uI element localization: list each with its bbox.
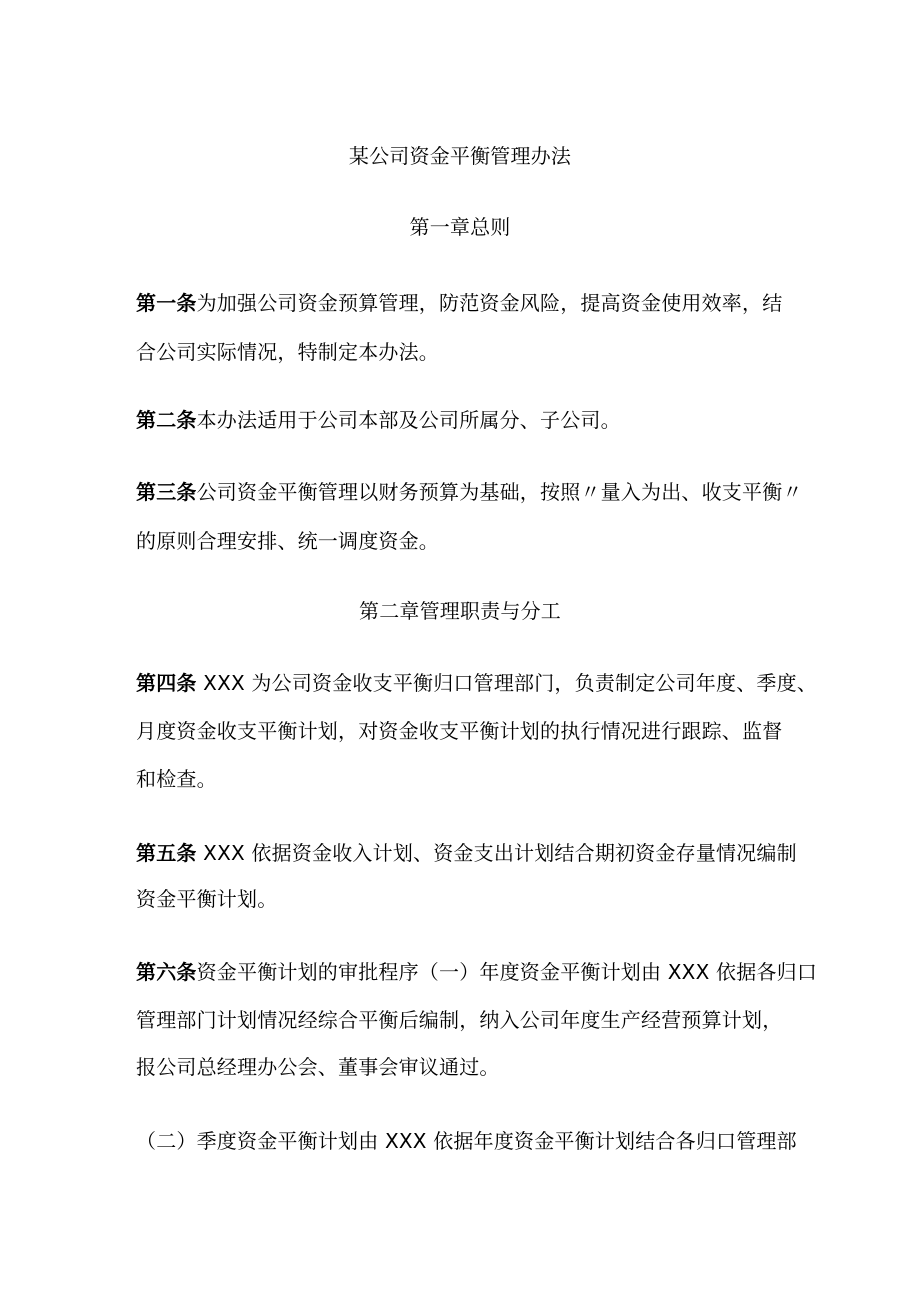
article-1-label: 第一条 — [136, 291, 197, 315]
article-2-line-1 — [136, 406, 621, 434]
article-4-text-1: XXX 为公司资金收支平衡归口管理部门，负责制定公司年度、季度、 — [196, 671, 818, 695]
article-4-label: 第四条 — [136, 671, 197, 695]
article-5-line-1 — [136, 839, 797, 867]
chapter-heading-2: 第二章管理职责与分工 — [359, 599, 561, 623]
article-3-text-1: 公司资金平衡管理以财务预算为基础，按照〃量入为出、收支平衡〃 — [196, 480, 803, 504]
article-4-line-3: 和检查。 — [136, 767, 217, 791]
article-5-label: 第五条 — [136, 841, 197, 865]
article-6-line-3: 报公司总经理办公会、董事会审议通过。 — [136, 1055, 500, 1079]
article-4-line-1 — [136, 669, 817, 697]
article-1-line-1 — [136, 289, 782, 317]
article-6-line-2: 管理部门计划情况经综合平衡后编制，纳入公司年度生产经营预算计划， — [136, 1008, 783, 1032]
article-5-line-2: 资金平衡计划。 — [136, 887, 278, 911]
article-3-line-1 — [136, 478, 803, 506]
article-1-text-1: 为加强公司资金预算管理，防范资金风险，提高资金使用效率，结 — [196, 291, 783, 315]
article-4-line-2: 月度资金收支平衡计划，对资金收支平衡计划的执行情况进行跟踪、监督 — [136, 719, 783, 743]
article-1-line-2: 合公司实际情况，特制定本办法。 — [136, 340, 439, 364]
article-2-label: 第二条 — [136, 408, 197, 432]
article-2-text-1: 本办法适用于公司本部及公司所属分、子公司。 — [196, 408, 621, 432]
chapter-heading-1: 第一章总则 — [409, 215, 511, 239]
article-3-line-2: 的原则合理安排、统一调度资金。 — [136, 529, 439, 553]
article-3-label: 第三条 — [136, 480, 197, 504]
document-title: 某公司资金平衡管理办法 — [348, 144, 572, 168]
article-6-text-1: 资金平衡计划的审批程序（一）年度资金平衡计划由 XXX 依据各归口 — [196, 960, 818, 984]
article-5-text-1: XXX 依据资金收入计划、资金支出计划结合期初资金存量情况编制 — [196, 841, 797, 865]
article-6-line-1 — [136, 958, 817, 986]
article-6-label: 第六条 — [136, 960, 197, 984]
item-2-line-1: （二）季度资金平衡计划由 XXX 依据年度资金平衡计划结合各归口管理部 — [136, 1129, 797, 1153]
